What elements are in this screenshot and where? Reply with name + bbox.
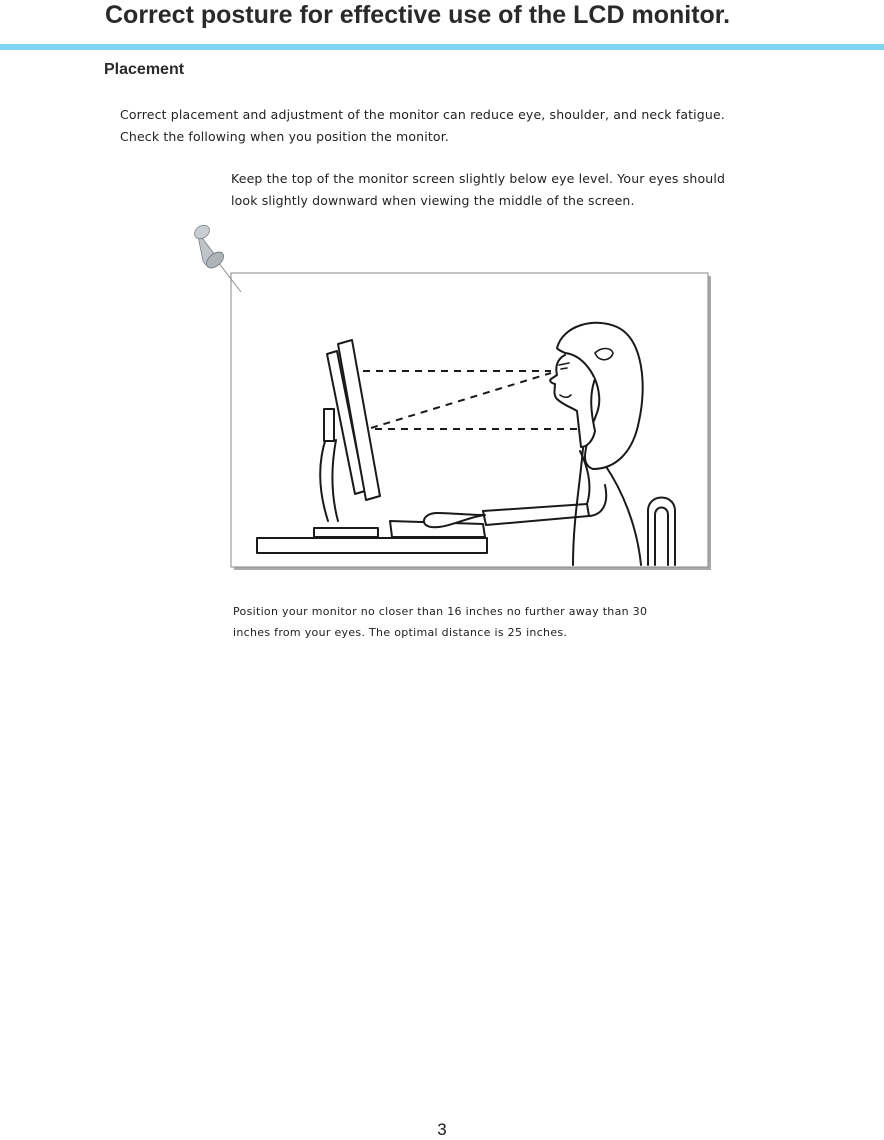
intro-paragraph	[120, 104, 820, 148]
hair-clip	[595, 349, 613, 360]
monitor-base	[314, 528, 378, 537]
desk	[257, 538, 487, 553]
caption-line: inches from your eyes. The optimal distance is 25 inches.	[233, 626, 568, 639]
caption-line: Position your monitor no closer than 16 inches no further away than 30	[233, 605, 648, 618]
page-title: Correct posture for effective use of the LCD monitor.	[105, 1, 731, 29]
distance-caption	[233, 601, 733, 643]
page-number: 3	[437, 1120, 447, 1139]
section-heading: Placement	[104, 61, 185, 78]
tip-line: Keep the top of the monitor screen slightly below eye level. Your eyes should	[231, 171, 726, 186]
title-divider	[0, 44, 884, 50]
monitor-arm	[324, 409, 334, 441]
intro-line: Check the following when you position the monitor.	[120, 129, 449, 144]
intro-line: Correct placement and adjustment of the monitor can reduce eye, shoulder, and neck fatigue.	[120, 107, 725, 122]
tip-line: look slightly downward when viewing the middle of the screen.	[231, 193, 635, 208]
posture-illustration	[185, 215, 725, 585]
placement-tip	[231, 168, 831, 212]
